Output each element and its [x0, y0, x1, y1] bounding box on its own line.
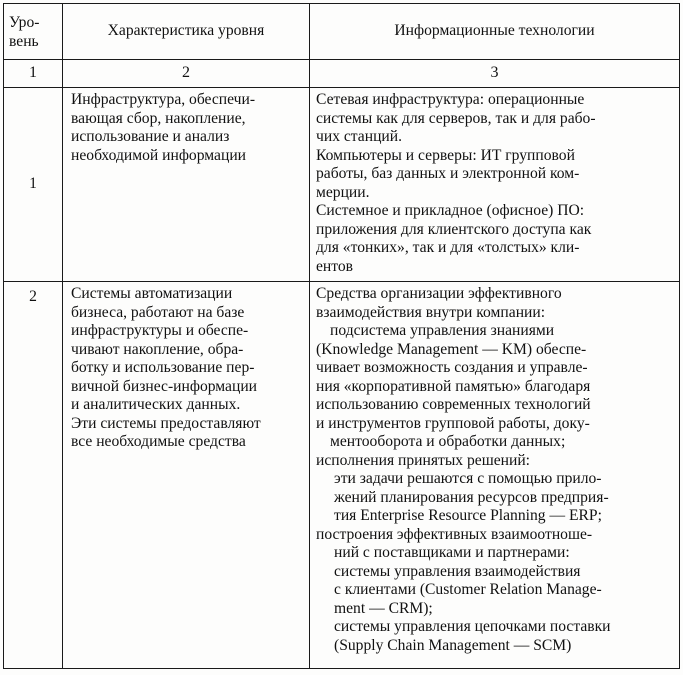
technology-line: системы как для серверов, так и для рабо- — [316, 109, 596, 127]
level-technologies — [310, 88, 680, 282]
characteristic-line: вающая сбор, накопление, — [71, 109, 246, 127]
technology-line: ний с поставщиками и партнерами: — [334, 544, 570, 561]
technology-line: подсистема управления знаниями — [330, 322, 555, 339]
column-number-2: 2 — [63, 60, 310, 88]
header-level-line2: вень — [9, 32, 39, 50]
characteristic-line: бизнеса, работают на базе — [71, 303, 245, 321]
technology-line: для «тонких», так и для «толстых» кли- — [316, 239, 580, 256]
technology-line: ment — CRM); — [334, 599, 433, 617]
technology-line: исполнения принятых решений: — [316, 451, 531, 469]
characteristic-line: Инфраструктура, обеспечи- — [71, 91, 256, 108]
technology-line: системы управления цепочками поставки — [334, 618, 611, 635]
technology-line: Средства организации эффективного — [316, 285, 562, 302]
characteristic-line: вичной бизнес-информации — [71, 377, 258, 395]
level-characteristic — [63, 282, 310, 669]
header-level-line1: Уро- — [9, 13, 40, 31]
technology-line: системы управления взаимодействия — [334, 562, 581, 580]
technology-line: приложения для клиентского доступа как — [316, 220, 592, 238]
level-technologies — [310, 282, 680, 669]
table-header-row — [4, 4, 680, 60]
characteristic-line: инфраструктуры и обеспе- — [71, 322, 249, 339]
technology-line: Компьютеры и серверы: ИТ групповой — [316, 146, 575, 164]
technology-line: построения эффективных взаимоотноше- — [316, 525, 593, 543]
technology-line: ния «корпоративной памятью» благодаря — [316, 377, 591, 395]
technology-line: мерции. — [316, 183, 370, 201]
header-level — [4, 4, 63, 60]
technology-line: и инструментов групповой работы, доку- — [316, 414, 590, 432]
level-number: 2 — [4, 282, 63, 669]
technology-line: жений планирования ресурсов предприя- — [334, 488, 609, 506]
technology-line: Сетевая инфраструктура: операционные — [316, 91, 585, 108]
technology-line: ентов — [316, 257, 354, 275]
column-number-3: 3 — [310, 60, 680, 88]
header-technologies: Информационные технологии — [310, 4, 680, 60]
technology-line: эти задачи решаются с помощью прило- — [334, 470, 602, 487]
characteristic-line: все необходимые средства — [71, 433, 246, 450]
technology-line: использованию современных технологий — [316, 396, 591, 413]
characteristic-line: Системы автоматизации — [71, 285, 233, 302]
characteristic-line: чивают накопление, обра- — [71, 340, 244, 358]
characteristic-line: и аналитических данных. — [71, 396, 241, 413]
levels-table — [3, 3, 680, 669]
technology-line: чивает возможность создания и управле- — [316, 359, 588, 376]
technology-line: работы, баз данных и электронной ком- — [316, 165, 580, 182]
column-number-1: 1 — [4, 60, 63, 88]
characteristic-line: необходимой информации — [71, 146, 247, 164]
technology-line: Системное и прикладное (офисное) ПО: — [316, 202, 585, 219]
table-row — [4, 88, 680, 282]
characteristic-line: Эти системы предоставляют — [71, 414, 261, 432]
header-characteristic: Характеристика уровня — [63, 4, 310, 60]
technology-line: ментооборота и обработки данных; — [330, 433, 566, 450]
technology-line: с клиентами (Customer Relation Manage- — [334, 581, 602, 598]
table-row — [4, 282, 680, 669]
technology-line: тия Enterprise Resource Planning — ERP; — [334, 507, 602, 524]
column-number-row — [4, 60, 680, 88]
technology-line: чих станций. — [316, 128, 403, 145]
technology-line: взаимодействия внутри компании: — [316, 303, 546, 321]
characteristic-line: ботку и использование пер- — [71, 359, 255, 376]
level-characteristic — [63, 88, 310, 282]
technology-line: (Knowledge Management — KM) обеспе- — [316, 340, 587, 358]
technology-line: (Supply Chain Management — SCM) — [334, 636, 572, 654]
level-number: 1 — [4, 88, 63, 282]
characteristic-line: использование и анализ — [71, 128, 230, 145]
